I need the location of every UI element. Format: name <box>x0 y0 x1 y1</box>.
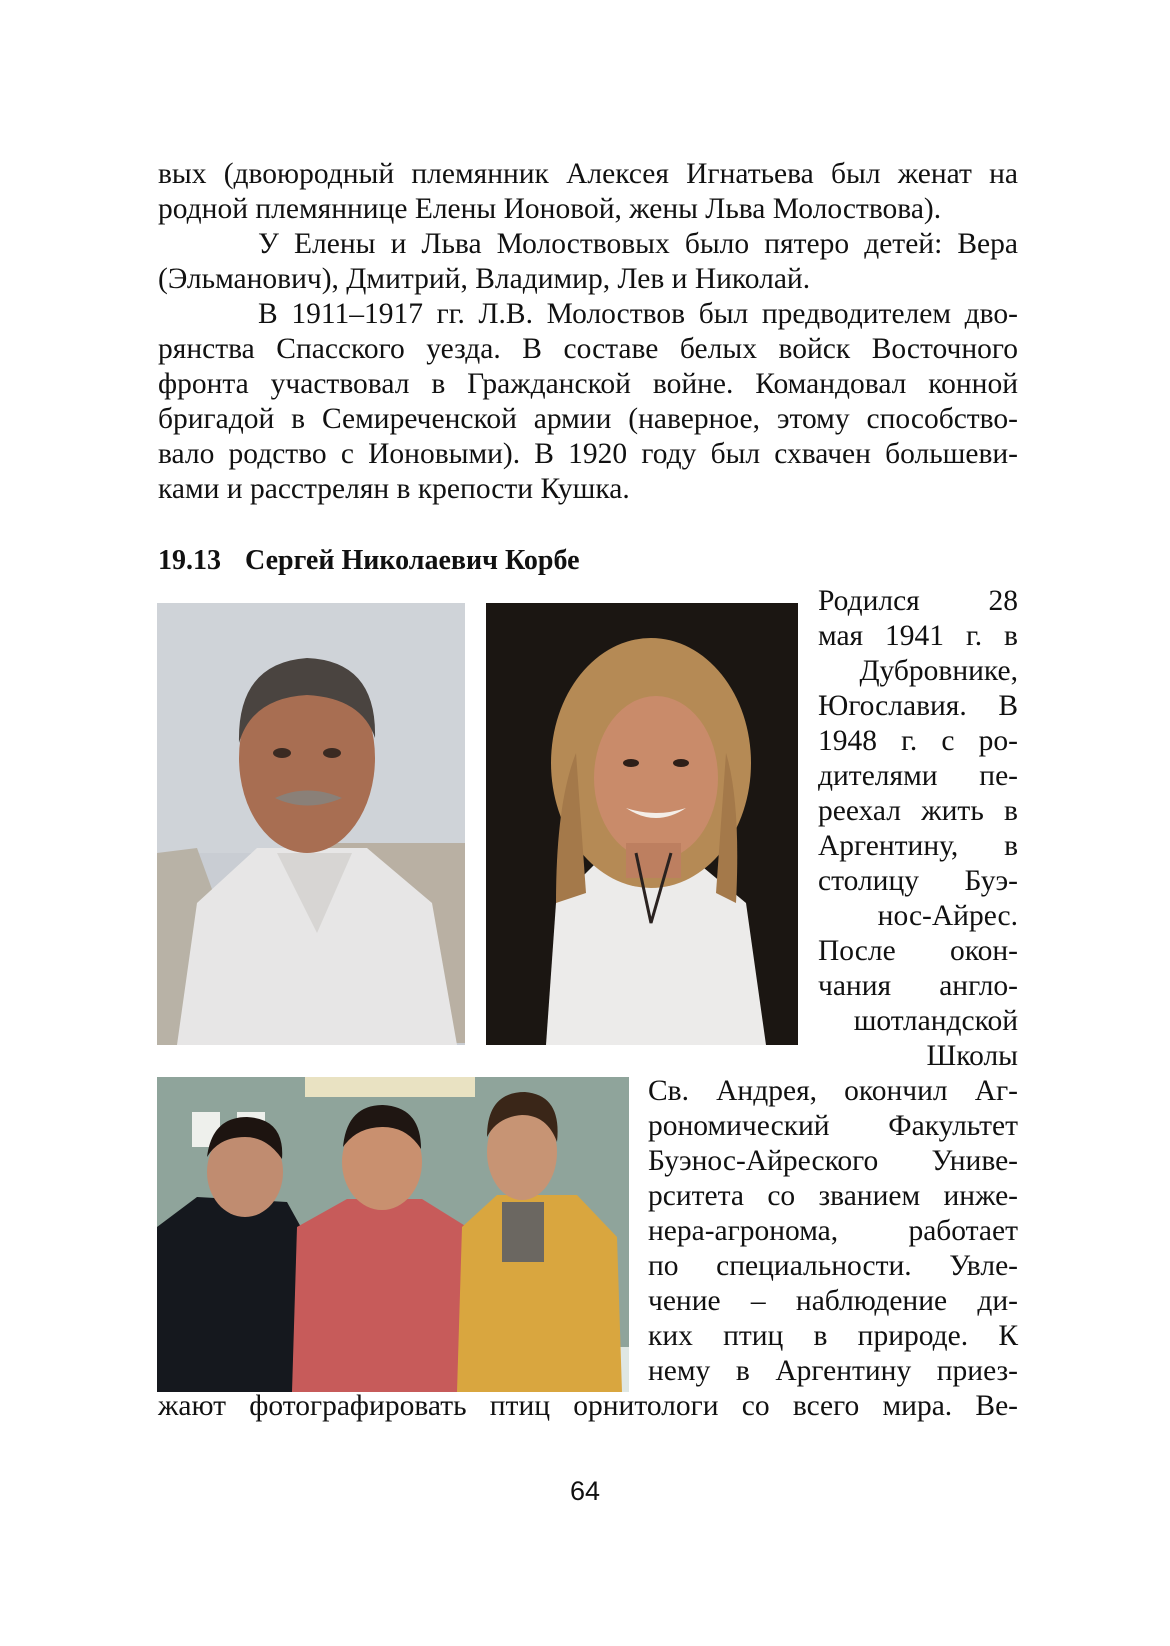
side-line: Родился 28 <box>818 585 1018 617</box>
photo-man <box>157 603 465 1045</box>
side-line: Св. Андрея, окончил Аг- <box>648 1075 1018 1107</box>
body-line: (Эльманович), Дмитрий, Владимир, Лев и Николай. <box>158 263 811 295</box>
side-line: нос-Айрес. <box>877 900 1018 932</box>
side-line: Школы <box>926 1040 1018 1072</box>
page-number: 64 <box>569 1476 601 1506</box>
side-line: рономический Факультет <box>648 1110 1018 1142</box>
section-heading <box>158 545 580 577</box>
body-line: В 1911–1917 гг. Л.В. Молоствов был предводителем дво- <box>258 298 1018 330</box>
side-line: чение – наблюдение ди- <box>648 1285 1018 1317</box>
photo-three-men <box>157 1077 629 1392</box>
side-line: рситета со званием инже- <box>648 1180 1018 1212</box>
side-line: по специальности. Увле- <box>648 1250 1018 1282</box>
side-line: Дубровнике, <box>859 655 1018 687</box>
side-line: нера-агронома, работает <box>648 1215 1018 1247</box>
section-number: 19.13 <box>158 545 221 576</box>
side-line: столицу Буэ- <box>818 865 1018 897</box>
side-line: После окон- <box>818 935 1018 967</box>
body-line: ками и расстрелян в крепости Кушка. <box>158 473 630 505</box>
side-line: дителями пе- <box>818 760 1018 792</box>
side-line: чания англо- <box>818 970 1018 1002</box>
body-line-final: жают фотографировать птиц орнитологи со всего мира. Ве- <box>158 1390 1018 1422</box>
section-title: Сергей Николаевич Корбе <box>245 545 580 576</box>
body-line: У Елены и Льва Молоствовых было пятеро детей: Вера <box>258 228 1018 260</box>
side-line: шотландской <box>853 1005 1018 1037</box>
body-line: вых (двоюродный племянник Алексея Игнатьева был женат на <box>158 158 1018 190</box>
body-line: рянства Спасского уезда. В составе белых войск Восточного <box>158 333 1018 365</box>
side-line: реехал жить в <box>818 795 1018 827</box>
side-line: 1948 г. с ро- <box>818 725 1018 757</box>
side-line: мая 1941 г. в <box>818 620 1018 652</box>
side-line: Югославия. В <box>818 690 1018 722</box>
body-line: родной племяннице Елены Ионовой, жены Льва Молоствова). <box>158 193 942 225</box>
side-line: нему в Аргентину приез- <box>648 1355 1018 1387</box>
side-line: Буэнос-Айреского Униве- <box>648 1145 1018 1177</box>
photo-woman <box>486 603 798 1045</box>
body-line: бригадой в Семиреченской армии (наверное, этому способство- <box>158 403 1018 435</box>
body-line: вало родство с Ионовыми). В 1920 году был схвачен большеви- <box>158 438 1018 470</box>
side-line: Аргентину, в <box>818 830 1018 862</box>
side-line: ких птиц в природе. К <box>648 1320 1018 1352</box>
body-line: фронта участвовал в Гражданской войне. Командовал конной <box>158 368 1018 400</box>
